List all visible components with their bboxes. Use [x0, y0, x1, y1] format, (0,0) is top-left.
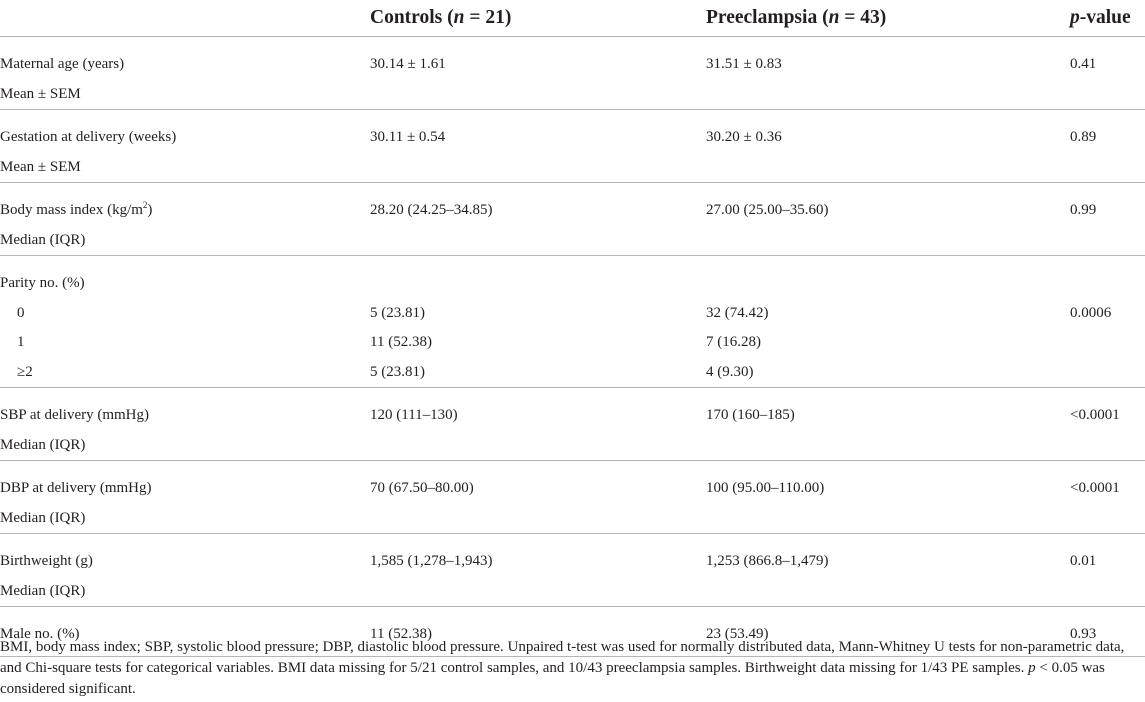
preeclampsia-value: 7 (16.28): [706, 334, 761, 350]
row-label: Male no. (%): [0, 626, 80, 642]
footnote-text-end: < 0.05 was considered significant.: [0, 660, 1105, 697]
controls-value: 11 (52.38): [370, 334, 432, 350]
row-gestation: [0, 110, 1145, 183]
controls-value: 5 (23.81): [370, 304, 425, 321]
parity-item-label: 0: [17, 304, 25, 321]
preeclampsia-value: 32 (74.42): [706, 304, 769, 321]
row-bmi: [0, 183, 1145, 256]
row-label: Maternal age (years): [0, 56, 125, 72]
controls-value: 30.14 ± 1.61: [370, 56, 446, 72]
footnote-text: BMI, body mass index; SBP, systolic blood pressure; DBP, diastolic blood pressure. Unpaired t-test was used for normally distributed data, Mann-Whitney U tests for non-parametric data, and Chi-square tests for categorical variables. BMI data missing for 5/21 control samples, and 10/43 preeclampsia samples. Birthweight data missing for 1/43 PE samples.: [0, 639, 1125, 676]
preeclampsia-value: 23 (53.49): [706, 626, 769, 642]
p-value: <0.0001: [1070, 407, 1120, 423]
row-sublabel: Mean ± SEM: [0, 158, 81, 175]
footnote-p-symbol: p: [1028, 660, 1036, 676]
row-birthweight: [0, 534, 1145, 607]
controls-value: 28.20 (24.25–34.85): [370, 202, 493, 218]
parity-item-label: 1: [17, 334, 25, 350]
controls-value: 1,585 (1,278–1,943): [370, 553, 493, 569]
preeclampsia-value: 4 (9.30): [706, 363, 754, 380]
header-preeclampsia: Preeclampsia (n = 43): [706, 0, 1070, 37]
p-value: 0.0006: [1070, 304, 1112, 321]
row-label: SBP at delivery (mmHg): [0, 407, 150, 423]
preeclampsia-value: 1,253 (866.8–1,479): [706, 553, 829, 569]
controls-value: 70 (67.50–80.00): [370, 480, 474, 496]
row-sublabel: Median (IQR): [0, 231, 86, 248]
preeclampsia-value: 30.20 ± 0.36: [706, 129, 782, 145]
row-label: Body mass index $(kg/m^2)$: [0, 200, 153, 218]
controls-value: 11 (52.38): [370, 626, 432, 642]
header-row: [0, 0, 1145, 37]
row-label: Birthweight (g): [0, 553, 93, 569]
controls-value: 5 (23.81): [370, 363, 425, 380]
row-sbp: [0, 388, 1145, 461]
header-pvalue: p-value: [1070, 0, 1145, 37]
p-value: 0.01: [1070, 553, 1097, 569]
controls-value: 30.11 ± 0.54: [370, 129, 446, 145]
p-value: 0.89: [1070, 129, 1097, 145]
row-label: DBP at delivery (mmHg): [0, 480, 152, 496]
row-dbp: [0, 461, 1145, 534]
table-footnote: [0, 637, 1140, 700]
preeclampsia-value: 27.00 (25.00–35.60): [706, 202, 829, 218]
preeclampsia-value: 31.51 ± 0.83: [706, 56, 782, 72]
row-parity: [0, 256, 1145, 388]
p-value: 0.99: [1070, 202, 1097, 218]
header-blank: [0, 0, 370, 37]
p-value: 0.93: [1070, 626, 1097, 642]
p-value: <0.0001: [1070, 480, 1120, 496]
p-value: 0.41: [1070, 56, 1097, 72]
row-sublabel: Median (IQR): [0, 582, 86, 599]
row-sublabel: Median (IQR): [0, 509, 86, 526]
row-maternal-age: [0, 37, 1145, 110]
preeclampsia-value: 170 (160–185): [706, 407, 795, 423]
controls-value: 120 (111–130): [370, 407, 458, 423]
row-label: Gestation at delivery (weeks): [0, 129, 177, 145]
header-controls: Controls (n = 21): [370, 0, 706, 37]
row-label: Parity no. (%): [0, 275, 85, 291]
row-sublabel: Mean ± SEM: [0, 85, 81, 102]
parity-item-label: ≥2: [17, 363, 33, 380]
preeclampsia-value: 100 (95.00–110.00): [706, 480, 825, 496]
row-sublabel: Median (IQR): [0, 436, 86, 453]
